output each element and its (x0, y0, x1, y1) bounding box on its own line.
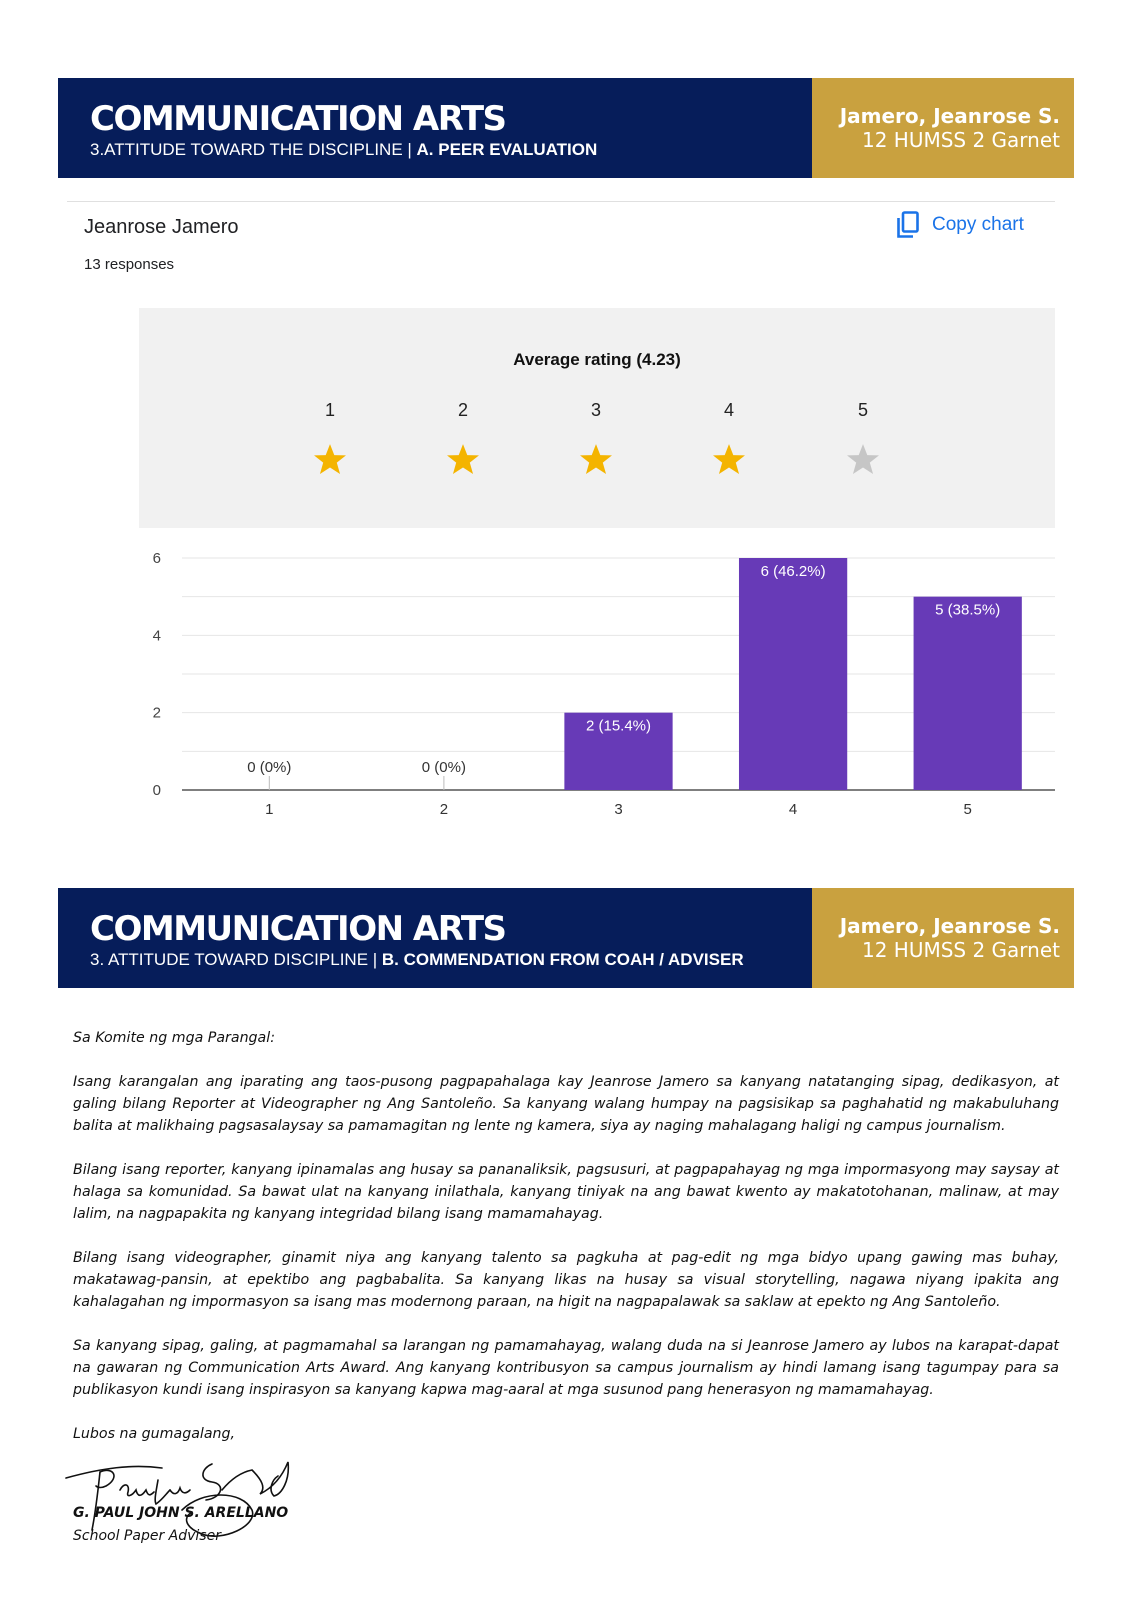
star-icon (312, 443, 348, 477)
bar (914, 597, 1022, 790)
rating-option-2 (433, 400, 493, 482)
banner-title-block (58, 78, 812, 178)
question-title: Jeanrose Jamero (84, 216, 239, 238)
bar (739, 558, 847, 790)
star-icon (845, 443, 881, 477)
bar-data-label: 2 (15.4%) (585, 717, 652, 735)
banner-title: COMMUNICATION ARTS (90, 99, 506, 139)
rating-option-3 (566, 400, 626, 482)
rating-label: 5 (857, 400, 868, 420)
banner-subtitle (90, 950, 812, 970)
banner-subtitle-section: 3.ATTITUDE TOWARD THE DISCIPLINE | (90, 140, 417, 159)
letter-paragraph: Sa kanyang sipag, galing, at pagmamahal sa larangan ng pamamahayag, walang duda na si Jeanrose Jamero ay lubos na karapat-dapat na gawaran ng Communication Arts Award. Ang kanyang kontribusyon sa campus journalism ay hindi lamang isang tagumpay para sa publikasyon kundi isang inspirasyon sa kanyang kapwa mag-aaral at mga susunod pang henerasyon ng mamamahayag. (73, 1338, 1059, 1398)
y-tick-label: 2 (152, 704, 161, 722)
header-banner-peer-evaluation (58, 78, 1074, 178)
star-icon (578, 443, 614, 477)
signatory-name: G. PAUL JOHN S. ARELLANO (73, 1505, 289, 1521)
y-tick-label: 6 (152, 552, 161, 567)
x-tick-label: 2 (439, 801, 449, 818)
bar-data-label: 5 (38.5%) (935, 601, 1001, 619)
student-info-block (812, 888, 1074, 988)
response-count: 13 responses (84, 256, 175, 273)
banner-subtitle-section: 3. ATTITUDE TOWARD DISCIPLINE | (90, 950, 382, 969)
banner-subtitle-topic: A. PEER EVALUATION (416, 140, 598, 159)
form-card-divider (67, 201, 1055, 202)
rating-distribution-chart (139, 552, 1059, 842)
rating-label: 1 (324, 400, 335, 420)
y-tick-label: 4 (152, 627, 161, 645)
banner-title: COMMUNICATION ARTS (90, 909, 506, 949)
average-rating-title: Average rating (4.23) (513, 350, 681, 369)
student-class: 12 HUMSS 2 Garnet (861, 938, 1060, 962)
copy-chart-label: Copy chart (932, 214, 1024, 235)
x-tick-label: 3 (614, 801, 623, 818)
banner-title-block (58, 888, 812, 988)
student-name: Jamero, Jeanrose S. (839, 914, 1060, 938)
y-tick-label: 0 (152, 782, 161, 799)
bar-data-label: 0 (0%) (247, 759, 292, 776)
letter-paragraph: Isang karangalan ang iparating ang taos-pusong pagpapahalaga kay Jeanrose Jamero sa kanyang natatanging sipag, dedikasyon, at galing bilang Reporter at Videographer ng Ang Santoleño. Sa kanyang walang humpay na pagsisikap sa paghahatid ng makabuluhang balita at malikhaing pagsasalaysay sa pamamagitan ng lente ng kamera, siya ay naging mahalagang haligi ng campus journalism. (73, 1074, 1059, 1134)
rating-label: 2 (457, 400, 468, 420)
star-icon (445, 443, 481, 477)
rating-option-1 (300, 400, 360, 482)
bar-data-label: 0 (0%) (421, 759, 466, 776)
x-tick-label: 5 (963, 801, 972, 818)
letter-paragraph: Bilang isang reporter, kanyang ipinamalas ang husay sa pananaliksik, pagsusuri, at pagpapahayag ng mga impormasyong may saysay at halaga sa komunidad. Sa bawat ulat na kanyang inilathala, kanyang tiniyak na ang bawat kwento ay makatotohanan, malinaw, at may lalim, na nagpapakita ng kanyang integridad bilang isang mamamahayag. (73, 1162, 1059, 1222)
letter-paragraph: Bilang isang videographer, ginamit niya ang kanyang talento sa pagkuha at pag-edit ng mga bidyo upang gawing mas buhay, makatawag-pansin, at epektibo ang pagbabalita. Sa kanyang likas na husay sa visual storytelling, nagawa niyang ipakita ang kahalagahan ng impormasyon sa isang mas modernong paraan, na higit na nagpapalawak sa saklaw at epekto ng Ang Santoleño. (73, 1250, 1059, 1310)
star-icon (711, 443, 747, 477)
bar-data-label: 6 (46.2%) (760, 563, 826, 580)
banner-subtitle-topic: B. COMMENDATION FROM COAH / ADVISER (381, 950, 744, 969)
copy-chart-button[interactable] (896, 211, 1024, 239)
x-tick-label: 4 (788, 801, 798, 818)
x-tick-label: 1 (265, 801, 274, 818)
rating-label: 3 (590, 400, 601, 420)
student-info-block (812, 78, 1074, 178)
banner-subtitle (90, 140, 812, 160)
header-banner-commendation (58, 888, 1074, 988)
rating-option-4 (699, 400, 759, 482)
copy-icon (896, 211, 920, 239)
rating-label: 4 (723, 400, 734, 420)
average-rating-panel (139, 308, 1055, 528)
letter-closing: Lubos na gumagalang, (73, 1426, 236, 1442)
letter-salutation: Sa Komite ng mga Parangal: (73, 1030, 275, 1046)
commendation-letter (73, 1027, 1059, 1467)
signatory-title: School Paper Adviser (73, 1528, 221, 1544)
student-class: 12 HUMSS 2 Garnet (861, 128, 1060, 152)
rating-option-5 (833, 400, 893, 482)
student-name: Jamero, Jeanrose S. (839, 104, 1060, 128)
